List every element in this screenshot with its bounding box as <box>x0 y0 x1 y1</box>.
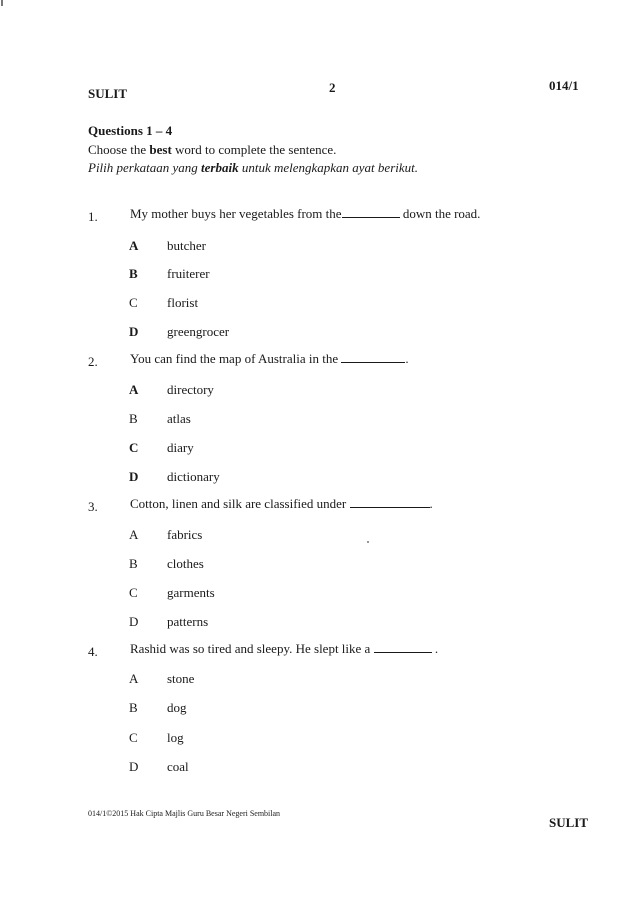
question-3-option-b-text: clothes <box>167 556 204 571</box>
instruction-english-pre: Choose the <box>88 142 150 157</box>
instruction-malay-post: untuk melengkapkan ayat berikut. <box>238 160 418 175</box>
question-3-option-d-text: patterns <box>167 614 209 629</box>
question-2-after: . <box>405 351 409 366</box>
question-4-option-a-letter: A <box>129 671 139 686</box>
question-3-option-a-text: fabrics <box>167 527 203 542</box>
question-3-before: Cotton, linen and silk are classified under <box>130 496 350 511</box>
question-1-blank <box>342 206 400 218</box>
question-2-option-b-letter: B <box>129 411 138 426</box>
paper-code: 014/1 <box>549 78 579 93</box>
question-2-before: You can find the map of Australia in the <box>130 351 342 366</box>
question-2-option-a-text: directory <box>167 382 214 397</box>
instruction-malay-bold: terbaik <box>201 160 239 175</box>
question-1-before: My mother buys her vegetables from the <box>130 206 342 221</box>
question-2-blank <box>341 351 405 363</box>
question-4-blank <box>374 641 432 653</box>
instruction-malay <box>88 160 418 176</box>
question-1-number: 1. <box>88 209 98 224</box>
footer-sulit: SULIT <box>549 815 589 830</box>
question-1-text <box>130 206 480 222</box>
instruction-english-bold: best <box>149 142 172 157</box>
question-3-option-a-letter: A <box>129 527 139 542</box>
question-2-option-b-text: atlas <box>167 411 191 426</box>
question-4-text <box>130 641 438 657</box>
question-2-option-c-letter: C <box>129 440 139 455</box>
question-4-option-c-letter: C <box>129 730 138 745</box>
question-1-option-b-text: fruiterer <box>167 266 210 281</box>
copyright-footer: 014/1©2015 Hak Cipta Majlis Guru Besar Negeri Sembilan <box>88 809 281 818</box>
question-4-number: 4. <box>88 644 98 659</box>
question-4-option-c-text: log <box>167 730 184 745</box>
question-4-after: . <box>431 641 439 656</box>
question-4-option-d-text: coal <box>167 759 189 774</box>
question-2-number: 2. <box>88 354 98 369</box>
question-3-option-c-letter: C <box>129 585 138 600</box>
instruction-english <box>88 142 336 158</box>
question-1-option-c-letter: C <box>129 295 138 310</box>
question-2-option-d-text: dictionary <box>167 469 220 484</box>
scan-speck <box>367 541 369 543</box>
question-4-before: Rashid was so tired and sleepy. He slept like a <box>130 641 374 656</box>
question-2-option-c-text: diary <box>167 440 194 455</box>
question-4-option-b-text: dog <box>167 700 187 715</box>
question-3-text <box>130 496 433 512</box>
question-1-option-d-letter: D <box>129 324 139 339</box>
instruction-english-post: word to complete the sentence. <box>171 142 337 157</box>
question-1-option-b-letter: B <box>129 266 138 281</box>
question-3-option-b-letter: B <box>129 556 138 571</box>
question-3-after: . <box>429 496 433 511</box>
instruction-malay-pre: Pilih perkataan yang <box>88 160 202 175</box>
question-3-number: 3. <box>88 499 98 514</box>
question-1-option-a-text: butcher <box>167 238 206 253</box>
page-number: 2 <box>329 80 336 95</box>
question-4-option-a-text: stone <box>167 671 195 686</box>
question-3-blank <box>350 496 430 508</box>
question-1-option-c-text: florist <box>167 295 199 310</box>
question-4-option-b-letter: B <box>129 700 138 715</box>
question-1-option-d-text: greengrocer <box>167 324 230 339</box>
scan-speck <box>1 0 3 6</box>
question-3-option-d-letter: D <box>129 614 139 629</box>
question-1-option-a-letter: A <box>129 238 139 253</box>
question-3-option-c-text: garments <box>167 585 215 600</box>
question-2-option-d-letter: D <box>129 469 139 484</box>
section-title: Questions 1 – 4 <box>88 123 173 138</box>
question-2-option-a-letter: A <box>129 382 139 397</box>
question-2-text <box>130 351 409 367</box>
header-sulit: SULIT <box>88 86 128 101</box>
question-4-option-d-letter: D <box>129 759 139 774</box>
question-1-after: down the road. <box>399 206 481 221</box>
